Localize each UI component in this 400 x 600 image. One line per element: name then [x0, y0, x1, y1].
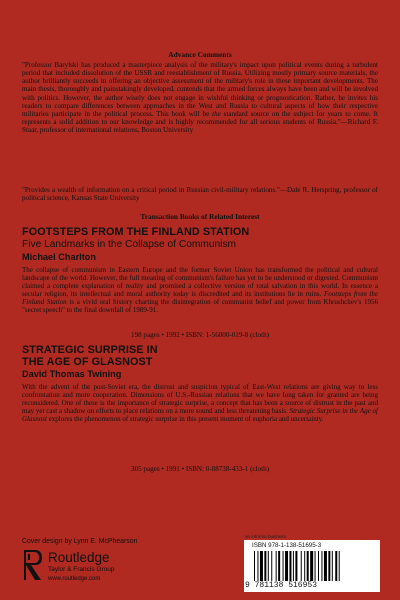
publisher-group: Taylor & Francis Group [48, 566, 115, 573]
book2-title-line2: THE AGE OF GLASNOST [22, 356, 153, 368]
book1-meta: 198 pages • 1992 • ISBN: 1-56000-019-8 (cloth) [131, 331, 269, 339]
publisher-url: www.routledge.com [48, 576, 101, 582]
imprint-note: an informa business [245, 534, 287, 539]
review-barylski: "Professor Barylski has produced a masterpiece analysis of the military's impact upon political events during a turbulent period that included dissolution of the USSR and reestablishment of Russia. Utilizing mostly primary source materials, the author brilliantly succeeds in offering an objective assessment of the military's role in these important developments. The main thesis, thoroughly and painstakingly developed, contends that the armed forces always have been and will be involved with politics. However, the author wisely does not engage in wishful thinking or prognostication. Rather, he invites his readers to compare differences between approaches in the West and Russia to cultural aspects of how their respective militaries participate in the political process. This book will be the standard source on the subject for years to come. It represents a solid addition to our knowledge and is highly recommended for all serious students of Russia."—Richard F. Staar, professor of international relations, Boston University [22, 61, 378, 135]
review-herspring: "Provides a wealth of information on a critical period in Russian civil-military relations."—Dale R. Herspring, professor of political science, Kansas State University [22, 186, 378, 203]
book2-author: David Thomas Twining [22, 369, 122, 379]
routledge-logo-icon [22, 548, 44, 582]
cover-design-credit: Cover design by Lynn E. McPhearson [22, 538, 138, 545]
book1-author: Michael Charlton [22, 252, 97, 262]
publisher-name: Routledge [48, 550, 110, 565]
barcode-digits: 9 781138 516953 [245, 581, 318, 590]
barcode-icon [252, 551, 372, 581]
isbn-barcode-panel [244, 540, 380, 592]
related-books-heading: Transaction Books of Related Interest [140, 212, 260, 221]
advance-comments-heading: Advance Comments [168, 50, 232, 59]
book1-description: The collapse of communism in Eastern Europe and the former Soviet Union has transformed the political and cultural landscape of the world. However, the full meaning of communism's failure has yet to be understood or digested. Communism claimed a complete explanation of reality and promised a collective version of total salvation in this world. In essence a secular religion, its intellectual and moral authority today is discredited and its institutions lie in ruins. Footsteps from the Finland Station is a vivid oral history charting the disintegration of communist belief and power from Khrushchev's 1956 "secret speech" to the final downfall of 1989-91. [22, 266, 378, 315]
isbn-label: ISBN 978-1-138-51695-3 [252, 542, 322, 549]
book2-meta: 305 pages • 1991 • ISBN: 0-88738-433-1 (cloth) [131, 465, 269, 473]
book1-title: FOOTSTEPS FROM THE FINLAND STATION [22, 226, 250, 238]
book1-subtitle: Five Landmarks in the Collapse of Communism [22, 239, 237, 250]
book2-title-line1: STRATEGIC SURPRISE IN [22, 344, 158, 356]
book2-description: With the advent of the post-Soviet era, the distrust and suspicion typical of East-West relations are giving way to less confrontation and more cooperation. Dimensions of U.S.-Russian relations that we have long taken for granted are being reconsidered. One of these is the importance of strategic surprise, a concept that has been a source of distrust in the past and may yet cast a shadow on efforts to place relations on a more sound and less threatening basis. Strategic Surprise in the Age of Glasnost explores the phenomenon of strategic surprise in this present moment of euphoria and uncertainty. [22, 383, 378, 424]
